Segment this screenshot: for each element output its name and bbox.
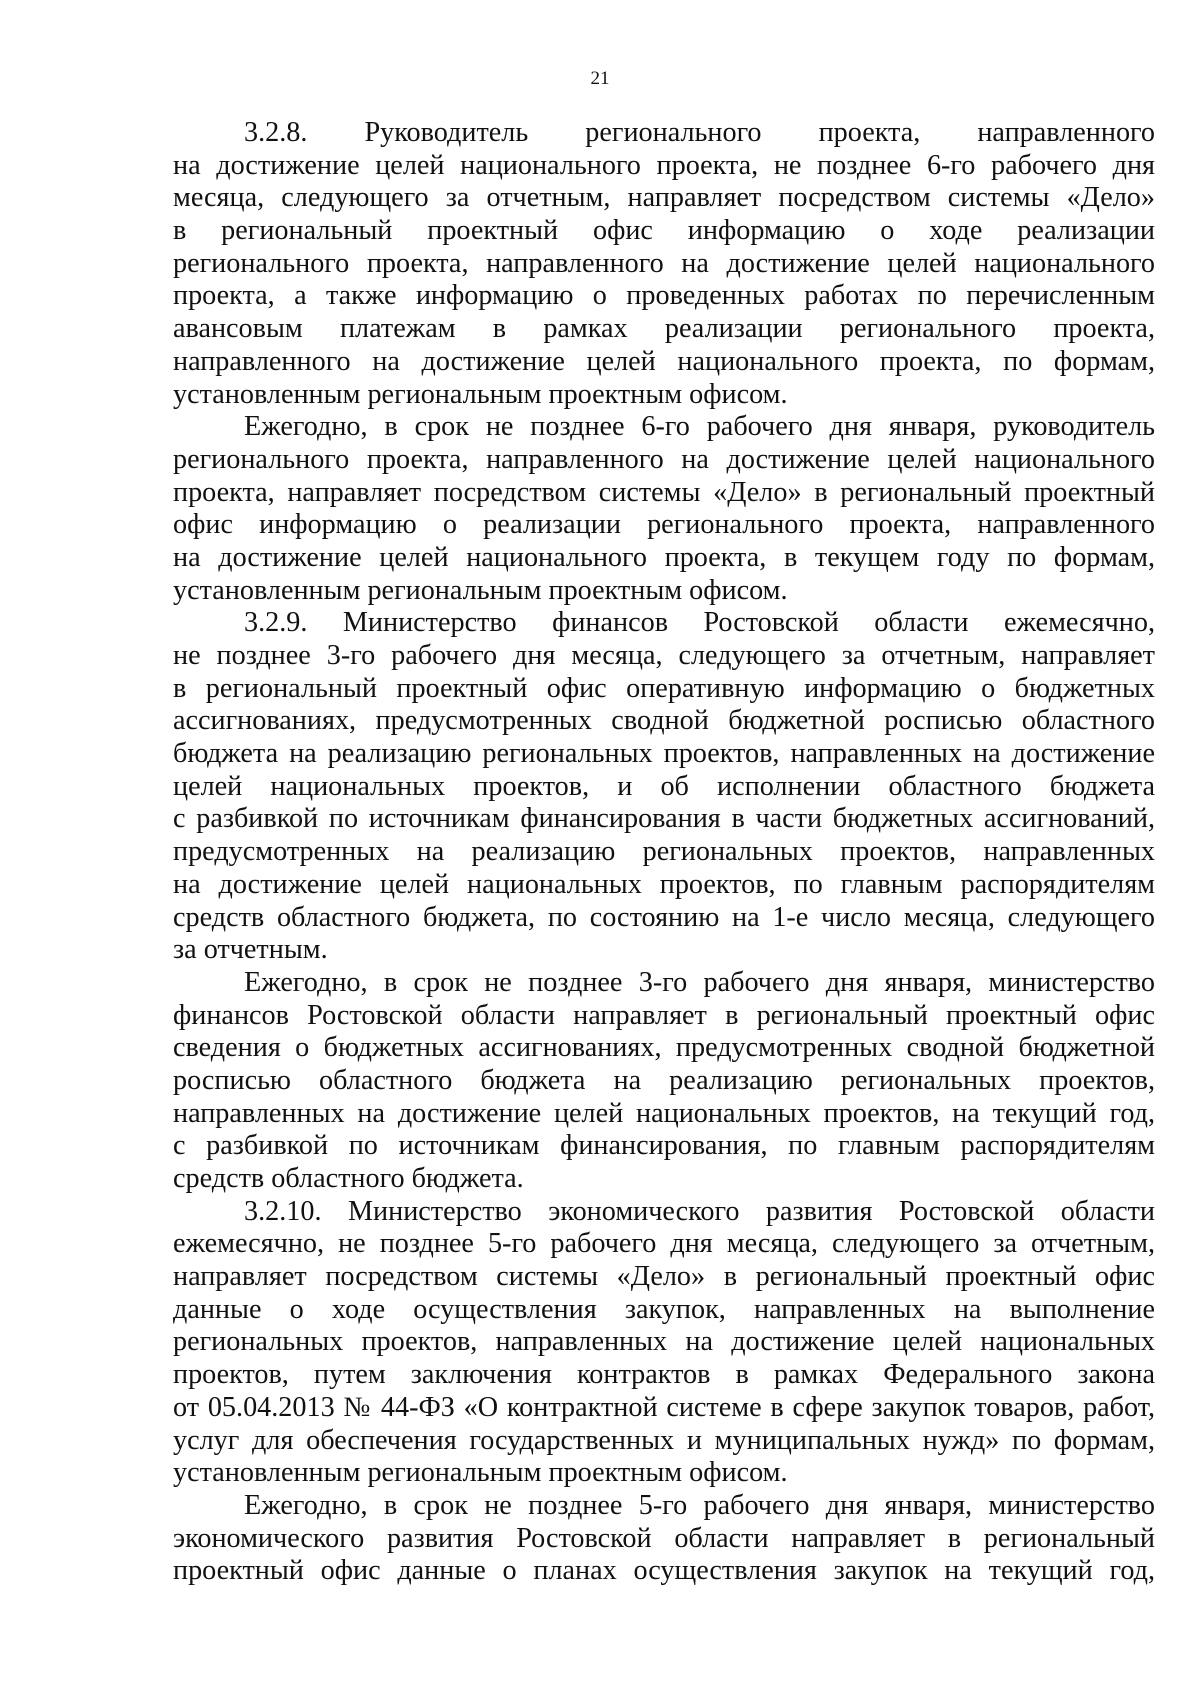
text-line: ежемесячно, не позднее 5-го рабочего дня месяца, следующего за отчетным, <box>173 1228 1155 1260</box>
document-body <box>173 117 1155 1588</box>
text-line: с разбивкой по источникам финансирования, по главным распорядителям <box>173 1130 1155 1162</box>
text-line: от 05.04.2013 № 44-ФЗ «О контрактной системе в сфере закупок товаров, работ, <box>173 1391 1155 1423</box>
text-line: целей национальных проектов, и об исполнении областного бюджета <box>173 770 1155 802</box>
text-line: региональных проектов, направленных на достижение целей национальных <box>173 1326 1155 1358</box>
text-line: 3.2.8. Руководитель регионального проекта, направленного <box>244 117 1155 148</box>
text-line: бюджета на реализацию региональных проектов, направленных на достижение <box>173 738 1155 770</box>
text-line: регионального проекта, направленного на достижение целей национального <box>173 247 1155 279</box>
text-line: направленных на достижение целей национальных проектов, на текущий год, <box>173 1097 1155 1129</box>
text-line: услуг для обеспечения государственных и муниципальных нужд» по формам, <box>173 1424 1155 1456</box>
text-line: в региональный проектный офис информацию о ходе реализации <box>173 215 1155 247</box>
text-line: установленным региональным проектным офисом. <box>173 1457 788 1489</box>
text-line: авансовым платежам в рамках реализации регионального проекта, <box>173 313 1155 345</box>
text-line: на достижение целей национальных проектов, по главным распорядителям <box>173 868 1155 900</box>
text-line: на достижение целей национального проекта, не позднее 6-го рабочего дня <box>173 149 1155 181</box>
text-line: установленным региональным проектным офисом. <box>173 378 788 410</box>
paragraph <box>173 607 1155 967</box>
text-line: росписью областного бюджета на реализацию региональных проектов, <box>173 1064 1155 1096</box>
text-line: экономического развития Ростовской области направляет в региональный <box>173 1522 1155 1554</box>
paragraph <box>173 117 1155 411</box>
text-line: ассигнованиях, предусмотренных сводной бюджетной росписью областного <box>173 705 1155 737</box>
text-line: за отчетным. <box>173 934 328 966</box>
text-line: проекта, направляет посредством системы «Дело» в региональный проектный <box>173 476 1155 508</box>
paragraph <box>173 411 1155 607</box>
text-line: с разбивкой по источникам финансирования в части бюджетных ассигнований, <box>173 803 1155 835</box>
text-line: проектов, путем заключения контрактов в рамках Федерального закона <box>173 1359 1155 1391</box>
text-line: в региональный проектный офис оперативную информацию о бюджетных <box>173 672 1155 704</box>
text-line: офис информацию о реализации регионального проекта, направленного <box>173 509 1155 541</box>
text-line: Ежегодно, в срок не позднее 5-го рабочего дня января, министерство <box>244 1489 1155 1521</box>
text-line: 3.2.10. Министерство экономического развития Ростовской области <box>244 1195 1155 1227</box>
text-line: Ежегодно, в срок не позднее 3-го рабочего дня января, министерство <box>244 966 1155 998</box>
text-line: направляет посредством системы «Дело» в региональный проектный офис <box>173 1261 1155 1293</box>
text-line: проекта, а также информацию о проведенных работах по перечисленным <box>173 280 1155 312</box>
paragraph <box>173 1490 1155 1588</box>
text-line: месяца, следующего за отчетным, направляет посредством системы «Дело» <box>173 182 1155 214</box>
text-line: регионального проекта, направленного на достижение целей национального <box>173 443 1155 475</box>
text-line: установленным региональным проектным офисом. <box>173 574 788 606</box>
text-line: проектный офис данные о планах осуществления закупок на текущий год, <box>173 1555 1155 1587</box>
text-line: средств областного бюджета. <box>173 1163 524 1194</box>
text-line: предусмотренных на реализацию региональных проектов, направленных <box>173 836 1155 868</box>
text-line: сведения о бюджетных ассигнованиях, предусмотренных сводной бюджетной <box>173 1032 1155 1064</box>
text-line: средств областного бюджета, по состоянию на 1-е число месяца, следующего <box>173 901 1155 933</box>
text-line: на достижение целей национального проекта, в текущем году по формам, <box>173 541 1155 573</box>
text-line: финансов Ростовской области направляет в региональный проектный офис <box>173 999 1155 1031</box>
text-line: данные о ходе осуществления закупок, направленных на выполнение <box>173 1293 1155 1325</box>
text-line: не позднее 3-го рабочего дня месяца, следующего за отчетным, направляет <box>173 640 1155 671</box>
text-line: 3.2.9. Министерство финансов Ростовской области ежемесячно, <box>244 607 1155 639</box>
text-line: Ежегодно, в срок не позднее 6-го рабочего дня января, руководитель <box>244 411 1155 443</box>
page-number: 21 <box>590 68 610 89</box>
paragraph <box>173 967 1155 1196</box>
text-line: направленного на достижение целей национального проекта, по формам, <box>173 345 1155 377</box>
paragraph <box>173 1196 1155 1490</box>
